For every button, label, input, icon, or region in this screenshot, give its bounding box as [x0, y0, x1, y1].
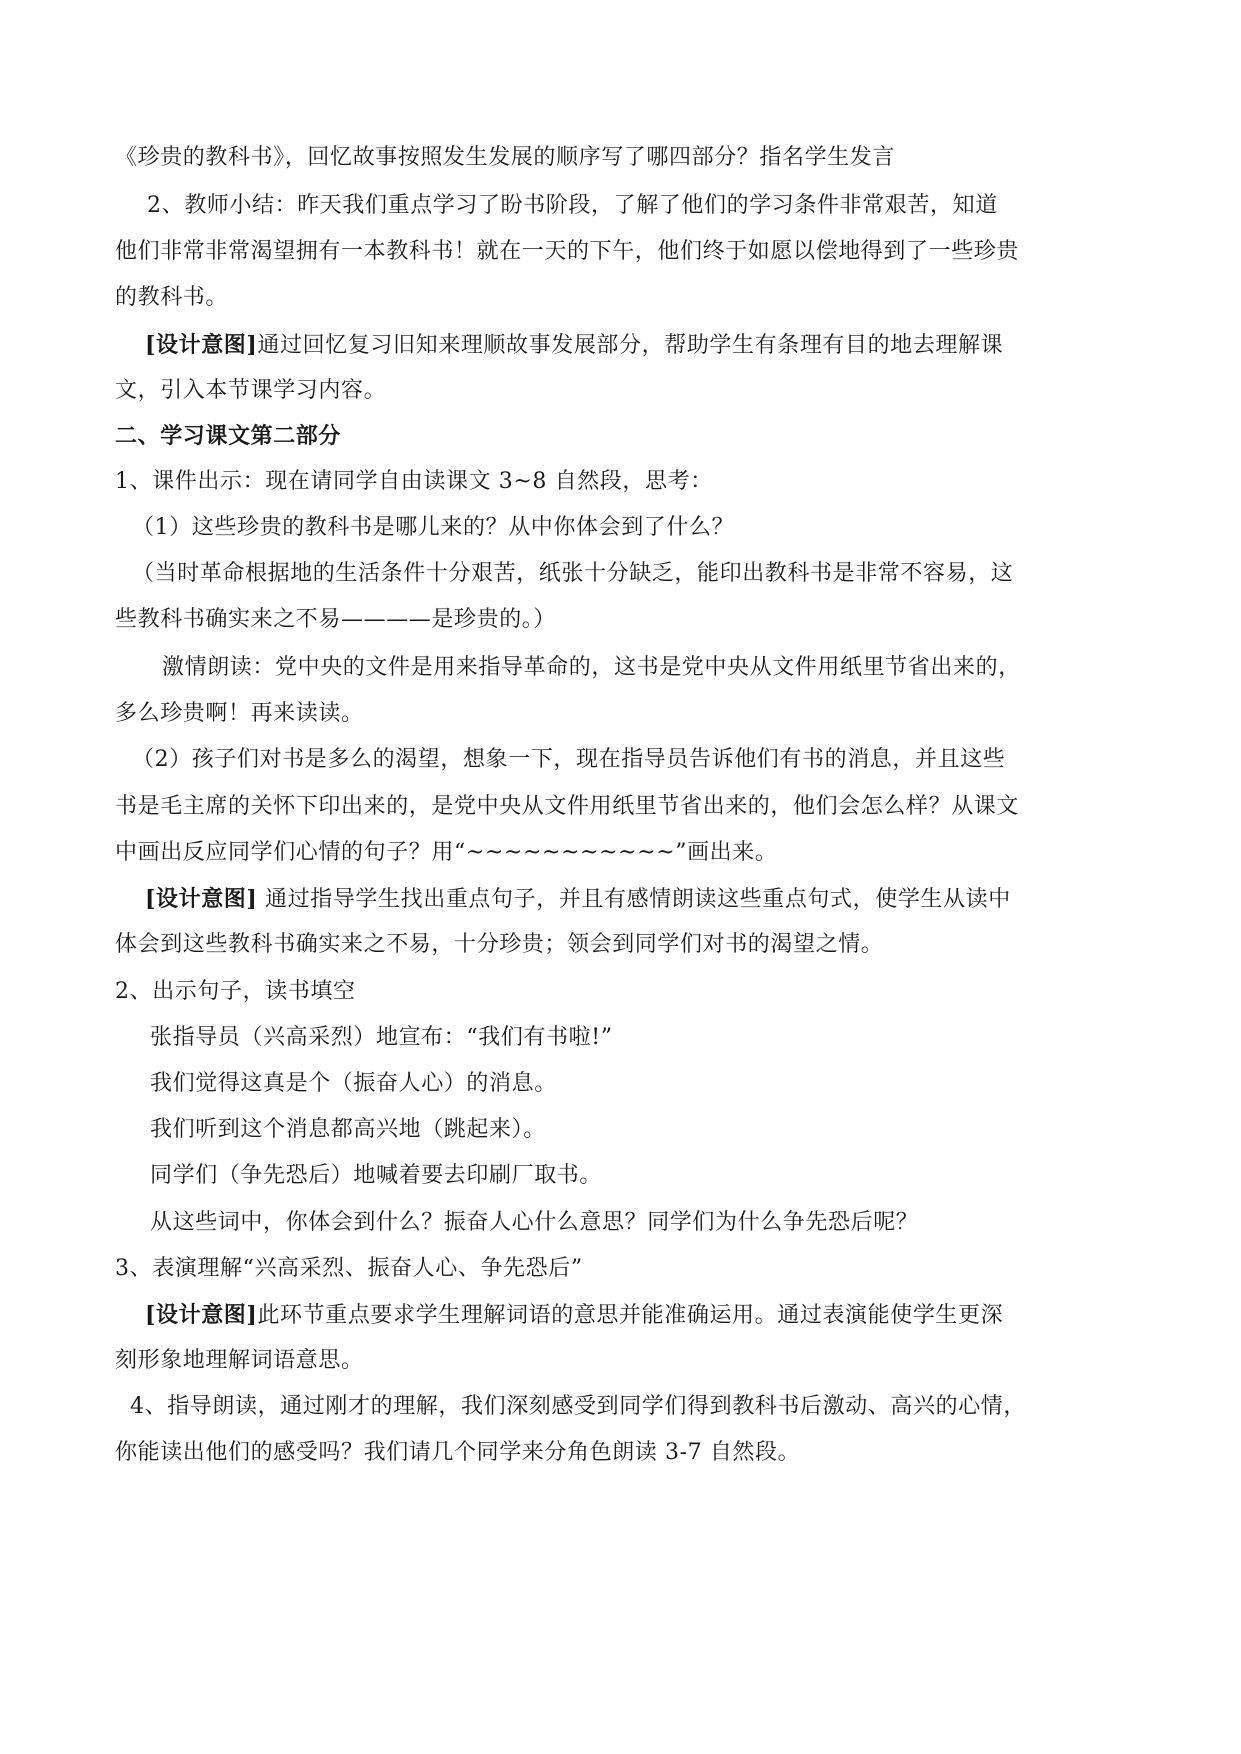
question-line: （1）这些珍贵的教科书是哪儿来的？从中你体会到了什么？ [132, 515, 735, 540]
design-intent-tag: [设计意图] [145, 332, 258, 358]
paragraph-line: 你能读出他们的感受吗？我们请几个同学来分角色朗读 3-7 自然段。 [115, 1440, 801, 1465]
paragraph-line: 他们非常非常渴望拥有一本教科书！就在一天的下午，他们终于如愿以偿地得到了一些珍贵 [115, 239, 1020, 264]
sentence-line: 我们觉得这真是个（振奋人心）的消息。 [150, 1071, 557, 1096]
question-line: （2）孩子们对书是多么的渴望，想象一下，现在指导员告诉他们有书的消息，并且这些 [132, 747, 1006, 772]
design-intent-tag: [设计意图] [145, 886, 258, 912]
design-intent-text: 此环节重点要求学生理解词语的意思并能准确运用。通过表演能使学生更深 [257, 1303, 1004, 1328]
paragraph-line: 刻形象地理解词语意思。 [115, 1348, 364, 1373]
paragraph-line: 激情朗读：党中央的文件是用来指导革命的，这书是党中央从文件用纸里节省出来的， [162, 655, 1021, 680]
paragraph-line: 书是毛主席的关怀下印出来的，是党中央从文件用纸里节省出来的，他们会怎么样？从课文 [115, 794, 1020, 819]
design-intent-text: 通过回忆复习旧知来理顺故事发展部分，帮助学生有条理有目的地去理解课 [257, 333, 1004, 358]
paragraph-line: 中画出反应同学们心情的句子？用“~~~~~~~~~~~”画出来。 [115, 840, 778, 865]
design-intent-line [145, 1300, 1155, 1331]
paragraph-line: 体会到这些教科书确实来之不易，十分珍贵；领会到同学们对书的渴望之情。 [115, 932, 884, 957]
sentence-line: 从这些词中，你体会到什么？振奋人心什么意思？同学们为什么争先恐后呢？ [150, 1210, 919, 1235]
paragraph-line: 3、表演理解“兴高采烈、振奋人心、争先恐后” [115, 1256, 583, 1281]
design-intent-line [145, 330, 1155, 361]
paragraph-line: 1、课件出示：现在请同学自由读课文 3~8 自然段，思考： [115, 469, 713, 494]
sentence-line: 我们听到这个消息都高兴地（跳起来）。 [150, 1117, 546, 1142]
paragraph-line: 2、出示句子，读书填空 [115, 979, 356, 1004]
sentence-line: 张指导员（兴高采烈）地宣布：“我们有书啦!” [150, 1025, 613, 1050]
paragraph-line: 些教科书确实来之不易————是珍贵的。） [115, 607, 557, 632]
paragraph-line: 4、指导朗读，通过刚才的理解，我们深刻感受到同学们得到教科书后激动、高兴的心情， [130, 1394, 1026, 1419]
paragraph-line: 文，引入本节课学习内容。 [115, 378, 387, 403]
design-intent-tag: [设计意图] [145, 1302, 258, 1328]
paragraph-line: 多么珍贵啊！再来读读。 [115, 701, 364, 726]
paragraph-line: （当时革命根据地的生活条件十分艰苦，纸张十分缺乏，能印出教科书是非常不容易，这 [132, 561, 1014, 586]
paragraph-line: 《珍贵的教科书》，回忆故事按照发生发展的顺序写了哪四部分？指名学生发言 [115, 145, 896, 170]
sentence-line: 同学们（争先恐后）地喊着要去印刷厂取书。 [150, 1163, 603, 1188]
design-intent-text: 通过指导学生找出重点句子，并且有感情朗读这些重点句式，使学生从读中 [257, 887, 1011, 912]
paragraph-line: 的教科书。 [115, 285, 229, 310]
paragraph-line: 2、教师小结：昨天我们重点学习了盼书阶段，了解了他们的学习条件非常艰苦，知道 [147, 193, 998, 218]
section-heading: 二、学习课文第二部分 [115, 423, 342, 449]
design-intent-line [145, 884, 1155, 915]
